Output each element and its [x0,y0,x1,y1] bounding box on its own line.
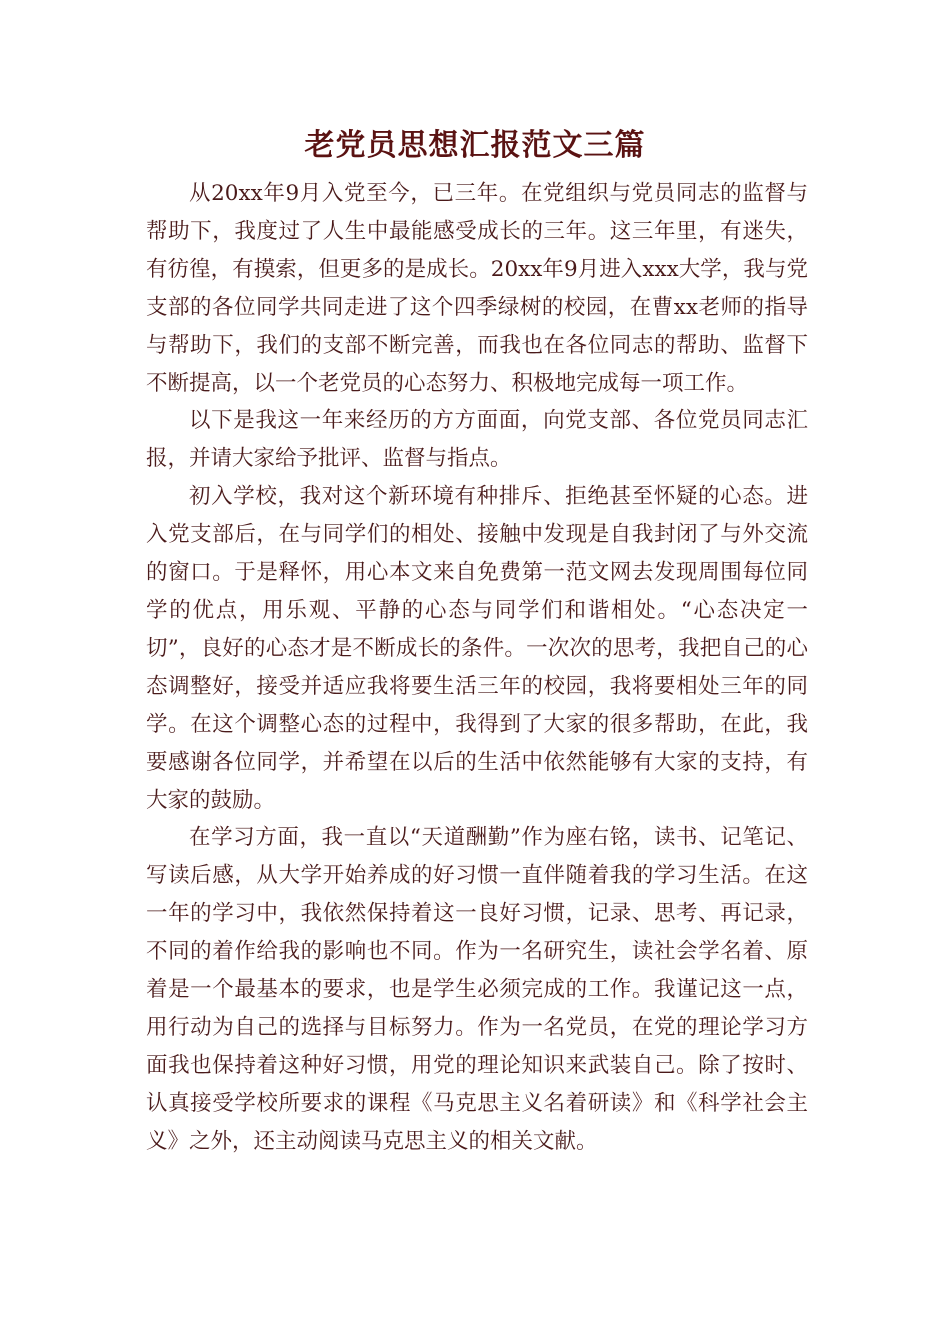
paragraph-3: 初入学校，我对这个新环境有种排斥、拒绝甚至怀疑的心态。进入党支部后，在与同学们的相处、接触中发现是自我封闭了与外交流的窗口。于是释怀，用心本文来自免费第一范文网去发现周围每位同学的优点，用乐观、平静的心态与同学们和谐相处。“心态决定一切”，良好的心态才是不断成长的条件。一次次的思考，我把自己的心态调整好，接受并适应我将要生活三年的校园，我将要相处三年的同学。在这个调整心态的过程中，我得到了大家的很多帮助，在此，我要感谢各位同学，并希望在以后的生活中依然能够有大家的支持，有大家的鼓励。 [146,484,808,813]
document-title: 老党员思想汇报范文三篇 [304,128,646,163]
paragraph-2: 以下是我这一年来经历的方方面面，向党支部、各位党员同志汇报，并请大家给予批评、监督与指点。 [146,408,808,472]
paragraph-4: 在学习方面，我一直以“天道酬勤”作为座右铭，读书、记笔记、写读后感，从大学开始养成的好习惯一直伴随着我的学习生活。在这一年的学习中，我依然保持着这一良好习惯，记录、思考、再记录，不同的着作给我的影响也不同。作为一名研究生，读社会学名着、原着是一个最基本的要求，也是学生必须完成的工作。我谨记这一点，用行动为自己的选择与目标努力。作为一名党员，在党的理论学习方面我也保持着这种好习惯，用党的理论知识来武装自己。除了按时、认真接受学校所要求的课程《马克思主义名着研读》和《科学社会主义》之外，还主动阅读马克思主义的相关文献。 [146,825,808,1154]
paragraph-1: 从20xx年9月入党至今，已三年。在党组织与党员同志的监督与帮助下，我度过了人生中最能感受成长的三年。这三年里，有迷失，有彷徨，有摸索，但更多的是成长。20xx年9月进入xxx大学，我与党支部的各位同学共同走进了这个四季绿树的校园，在曹xx老师的指导与帮助下，我们的支部不断完善，而我也在各位同志的帮助、监督下不断提高，以一个老党员的心态努力、积极地完成每一项工作。 [146,181,808,396]
document-body [146,175,808,1161]
